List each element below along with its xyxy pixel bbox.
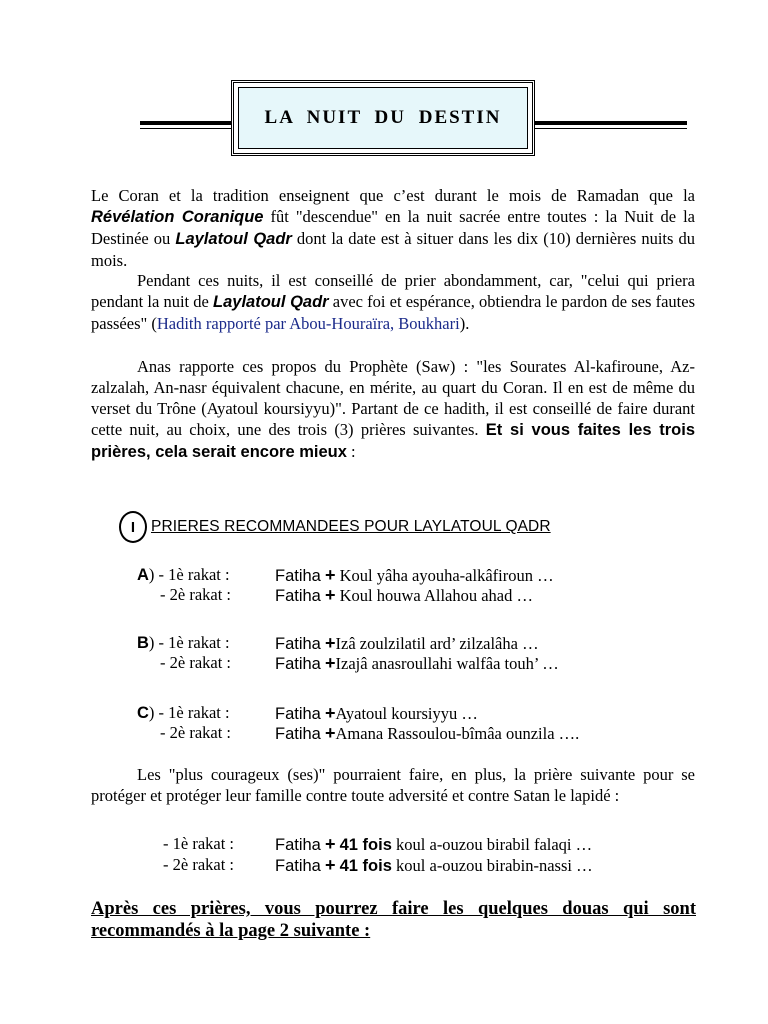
rakat-label: - 1è rakat : — [163, 834, 235, 853]
p3-text-1: Anas rapporte ces propos du Prophète (Saw) : "les Sourates Al-kafiroune, Az-zalzalah, An-nasr équivalent chacune, en mérite, au quart du Coran. Il en est de même du verset du Trône (Ayatoul koursiyyu)". Partant de ce hadith, il est conseillé de faire durant cette nuit, au choix, une des trois (3) prières suivantes. — [91, 357, 695, 439]
extra-line-1-content — [275, 834, 592, 855]
fatiha-label: Fatiha — [275, 567, 321, 585]
fatiha-label: Fatiha — [275, 587, 321, 605]
fatiha-label: Fatiha — [275, 655, 321, 673]
hadith-reference: Hadith rapporté par Abou-Houraïra, Boukhari — [156, 314, 460, 333]
header-rule-left-thin — [140, 128, 231, 129]
prayer-b-line-2: - 2è rakat : — [160, 653, 232, 672]
prayer-a-line-1-content — [275, 565, 554, 586]
p1-emphasis-laylatoul: Laylatoul Qadr — [175, 230, 292, 248]
sourate-text: Koul houwa Allahou ahad … — [339, 586, 534, 605]
section-heading — [119, 510, 551, 544]
prayer-a-line-2: - 2è rakat : — [160, 585, 232, 604]
fatiha-label: Fatiha — [275, 836, 321, 854]
sourate-text: Amana Rassoulou-bîmâa ounzila …. — [335, 724, 580, 743]
rakat-label: 1è rakat : — [168, 633, 230, 652]
sourate-text: Koul yâha ayouha-alkâfiroun … — [339, 566, 554, 585]
final-note: Après ces prières, vous pourrez faire les quelques douas qui sont recommandés à la page 2 suivante : — [91, 899, 696, 941]
p1-emphasis-revelation: Révélation Coranique — [91, 208, 264, 226]
plus-sign: + — [324, 633, 336, 653]
prayer-letter: A — [137, 566, 149, 584]
plus-sign: + — [324, 834, 336, 854]
fatiha-label: Fatiha — [275, 857, 321, 875]
prayer-b-line-1-content — [275, 633, 539, 654]
prayer-c-line-2-content — [275, 723, 579, 744]
section-number: I — [130, 518, 136, 536]
fatiha-label: Fatiha — [275, 635, 321, 653]
plus-sign: + — [324, 703, 336, 723]
sourate-text: Ayatoul koursiyyu … — [335, 704, 478, 723]
anas-paragraph — [91, 356, 695, 463]
p1-text-2: fût "descendue" en la nuit sacrée entre toutes : la Nuit de la Destinée ou — [91, 207, 695, 248]
p3-text-2: : — [346, 442, 356, 461]
prayer-letter: C — [137, 704, 149, 722]
p2-text-1: Pendant ces nuits, il est conseillé de prier abondamment, car, "celui qui priera pendant la nuit de — [91, 271, 695, 311]
plus-sign: + — [324, 855, 336, 875]
rakat-label: 2è rakat : — [169, 723, 232, 742]
header-rule-right-thick — [535, 121, 687, 125]
p2-text-2: avec foi et espérance, obtiendra le pardon de ses fautes passées" ( — [91, 292, 695, 333]
header-rule-left-thick — [140, 121, 231, 125]
prayer-b-line-1: B) - 1è rakat : — [137, 633, 230, 652]
prayer-a-line-1: A) - 1è rakat : — [137, 565, 230, 584]
intro-paragraph — [91, 185, 695, 271]
rakat-label: 2è rakat : — [169, 653, 232, 672]
fatiha-label: Fatiha — [275, 725, 321, 743]
prayer-letter: B — [137, 634, 149, 652]
count-label: 41 fois — [339, 836, 392, 854]
fatiha-label: Fatiha — [275, 705, 321, 723]
plus-sign: + — [324, 565, 336, 585]
sourate-text: koul a-ouzou birabin-nassi … — [396, 856, 593, 875]
title-box — [231, 80, 535, 156]
prayer-c-line-2: - 2è rakat : — [160, 723, 232, 742]
rakat-label: 2è rakat : — [169, 585, 232, 604]
sourate-text: koul a-ouzou birabil falaqi … — [396, 835, 593, 854]
plus-sign: + — [324, 585, 336, 605]
hadith-paragraph — [91, 270, 695, 334]
count-label: 41 fois — [339, 857, 392, 875]
section-number-circle — [119, 511, 147, 543]
p1-text-1: Le Coran et la tradition enseignent que c’est durant le mois de Ramadan que la — [91, 186, 695, 205]
rakat-label: - 2è rakat : — [163, 855, 235, 874]
prayer-c-line-1: C) - 1è rakat : — [137, 703, 230, 722]
extra-line-2-content — [275, 855, 593, 876]
rakat-label: 1è rakat : — [168, 565, 230, 584]
p3-emphasis: Et si vous faites les trois prières, cela serait encore mieux — [91, 421, 695, 461]
header-rule-right-thin — [535, 128, 687, 129]
prayer-b-line-2-content — [275, 653, 559, 674]
title-inner — [238, 87, 528, 149]
plus-sign: + — [324, 653, 336, 673]
plus-sign: + — [324, 723, 336, 743]
sourate-text: Izajâ anasroullahi walfâa touh’ … — [335, 654, 559, 673]
extra-line-1 — [163, 834, 234, 854]
p1-text-3: dont la date est à situer dans les dix (10) dernières nuits du mois. — [91, 229, 695, 270]
p2-emphasis-laylatoul: Laylatoul Qadr — [213, 293, 329, 311]
extra-line-2 — [163, 855, 234, 875]
sourate-text: Izâ zoulzilatil ard’ zilzalâha … — [335, 634, 539, 653]
section-title: PRIERES RECOMMANDEES POUR LAYLATOUL QADR — [151, 518, 551, 535]
prayer-a-line-2-content — [275, 585, 533, 606]
prayer-c-line-1-content — [275, 703, 478, 724]
page-title: LA NUIT DU DESTIN — [264, 107, 502, 128]
p2-text-3: ). — [459, 314, 470, 333]
courageous-paragraph: Les "plus courageux (ses)" pourraient faire, en plus, la prière suivante pour se protéger et protéger leur famille contre toute adversité et contre Satan le lapidé : — [91, 765, 695, 805]
rakat-label: 1è rakat : — [168, 703, 230, 722]
